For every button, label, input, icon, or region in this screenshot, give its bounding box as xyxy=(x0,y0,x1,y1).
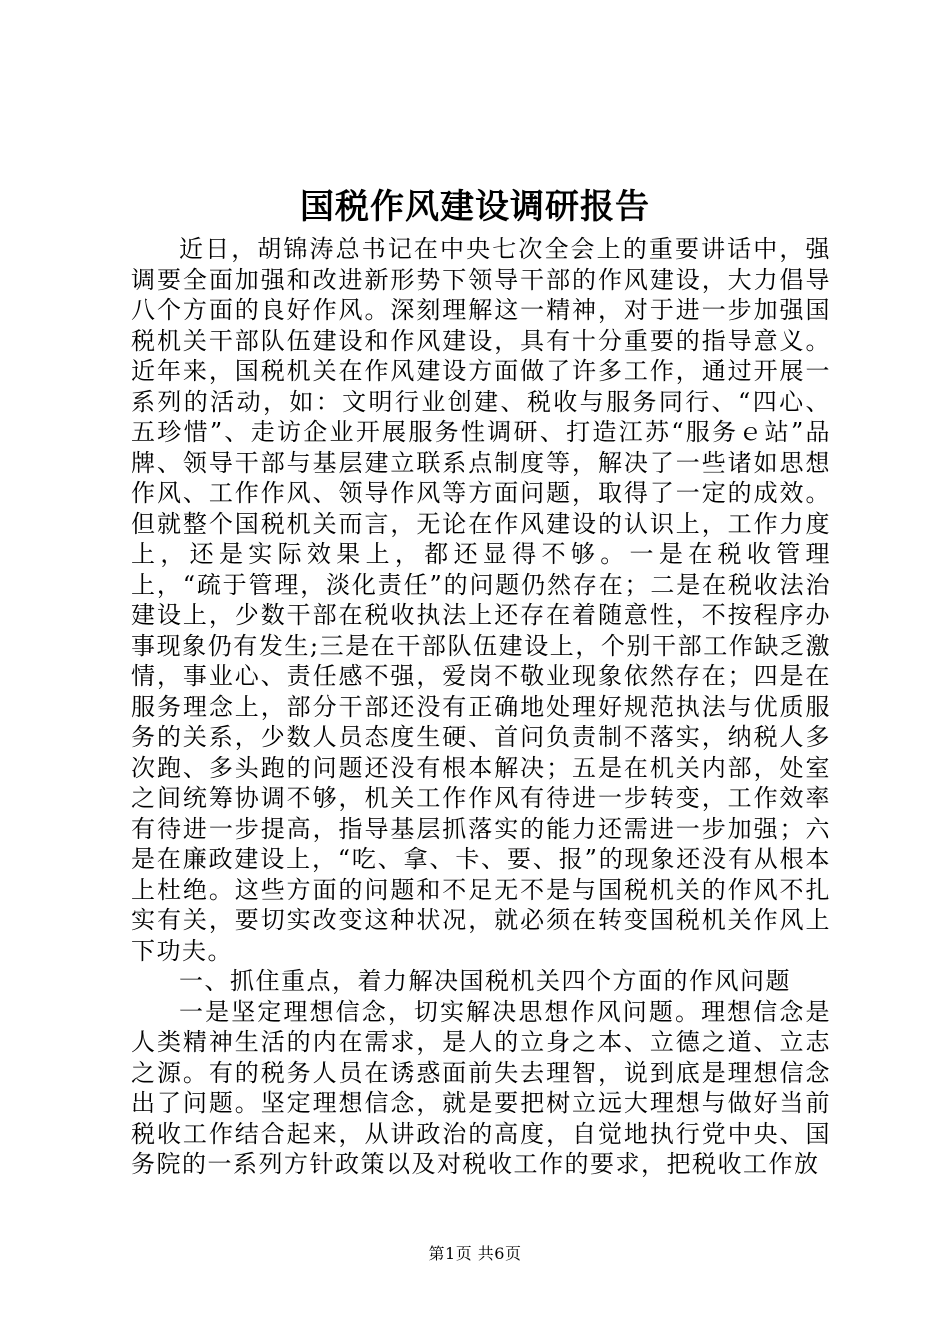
section-heading-1: 一、抓住重点，着力解决国税机关四个方面的作风问题 xyxy=(179,967,791,995)
paragraph-point-1: 一是坚定理想信念，切实解决思想作风问题。理想信念是人类精神生活的内在需求，是人的立身之本、立德之道、立志之源。有的税务人员在诱惑面前失去理智，说到底是理想信念出了问题。坚定理想信念，就是要把树立远大理想与做好当前税收工作结合起来，从讲政治的高度，自觉地执行党中央、国务院的一系列方针政策以及对税收工作的要求，把税收工作放 xyxy=(131,997,831,1178)
page-footer: 第1页 共6页 xyxy=(428,1244,522,1263)
document-body xyxy=(131,234,831,1180)
document-title: 国税作风建设调研报告 xyxy=(300,187,650,227)
paragraph-intro: 近日，胡锦涛总书记在中央七次全会上的重要讲话中，强调要全面加强和改进新形势下领导干部的作风建设，大力倡导八个方面的良好作风。深刻理解这一精神，对于进一步加强国税机关干部队伍建设和作风建设，具有十分重要的指导意义。近年来，国税机关在作风建设方面做了许多工作，通过开展一系列的活动，如：文明行业创建、税收与服务同行、“四心、五珍惜”、走访企业开展服务性调研、打造江苏“服务ｅ站”品牌、领导干部与基层建立联系点制度等，解决了一些诸如思想作风、工作作风、领导作风等方面问题，取得了一定的成效。但就整个国税机关而言，无论在作风建设的认识上，工作力度上，还是实际效果上，都还显得不够。一是在税收管理上，“疏于管理，淡化责任”的问题仍然存在；二是在税收法治建设上，少数干部在税收执法上还存在着随意性，不按程序办事现象仍有发生;三是在干部队伍建设上，个别干部工作缺乏激情，事业心、责任感不强，爱岗不敬业现象依然存在；四是在服务理念上，部分干部还没有正确地处理好规范执法与优质服务的关系，少数人员态度生硬、首问负责制不落实，纳税人多次跑、多头跑的问题还没有根本解决；五是在机关内部，处室之间统筹协调不够，机关工作作风有待进一步转变，工作效率有待进一步提高，指导基层抓落实的能力还需进一步加强；六是在廉政建设上，“吃、拿、卡、要、报”的现象还没有从根本上杜绝。这些方面的问题和不足无不是与国税机关的作风不扎实有关，要切实改变这种状况，就必须在转变国税机关作风上下功夫。 xyxy=(131,235,831,965)
